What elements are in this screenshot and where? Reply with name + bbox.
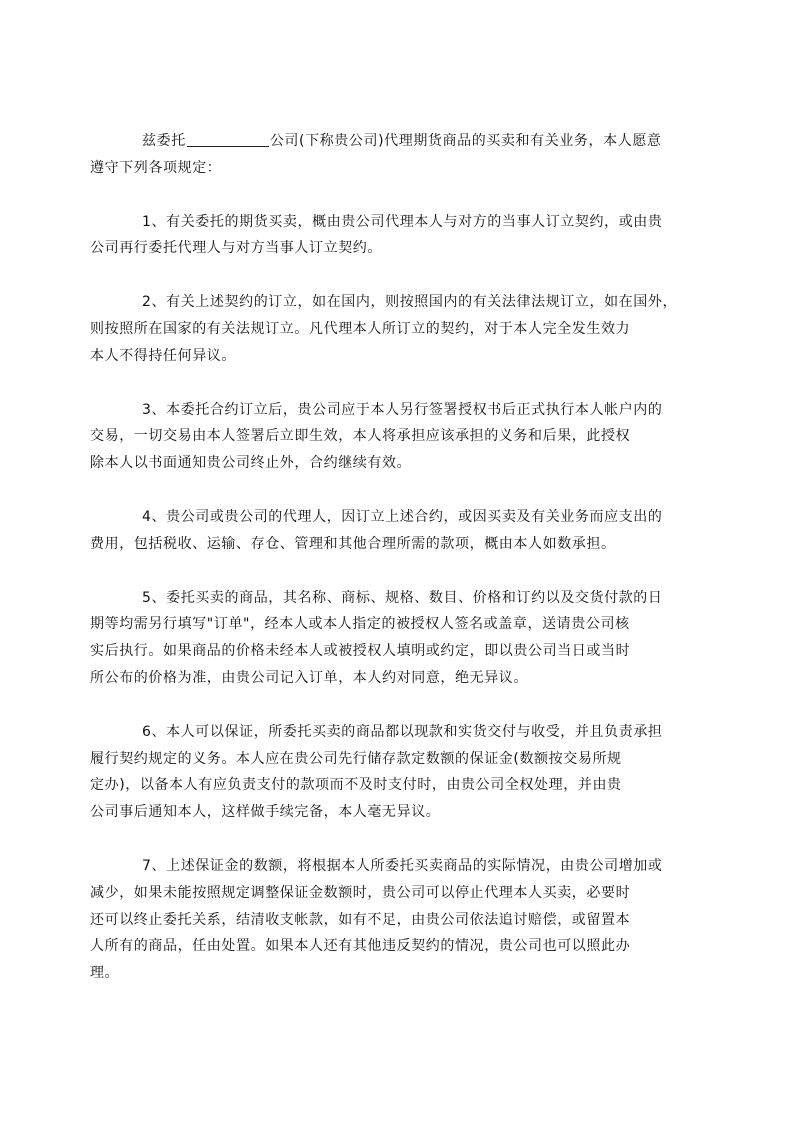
company-name-blank <box>187 130 269 147</box>
intro-paragraph <box>90 128 720 182</box>
clause-line: 实后执行。如果商品的价格未经本人或被授权人填明或约定，即以贵公司当日或当时 <box>90 643 631 660</box>
clause-line: 本人不得持任何异议。 <box>90 347 236 364</box>
clause-1 <box>90 209 720 263</box>
clause-line: 期等均需另行填写"订单"，经本人或本人指定的被授权人签名或盖章，送请贵公司核 <box>90 616 630 633</box>
clause-line: 定办)，以备本人有应负责支付的款项而不及时支付时，由贵公司全权处理，并由贵 <box>90 777 622 794</box>
clause-line: 1、有关委托的期货买卖，概由贵公司代理本人与对方的当事人订立契约，或由贵 <box>142 213 663 230</box>
clause-line: 公司再行委托代理人与对方当事人订立契约。 <box>90 240 382 257</box>
clause-line: 履行契约规定的义务。本人应在贵公司先行储存款定数额的保证金(数额按交易所规 <box>90 750 622 767</box>
clause-7 <box>90 853 720 987</box>
document-body <box>90 128 720 1014</box>
clause-line: 4、贵公司或贵公司的代理人，因订立上述合约，或因买卖及有关业务而应支出的 <box>142 508 663 525</box>
clause-5 <box>90 585 720 692</box>
clause-line: 还可以终止委托关系，结清收支帐款，如有不足，由贵公司依法追讨赔偿，或留置本 <box>90 911 631 928</box>
clause-line: 7、上述保证金的数额，将根据本人所委托买卖商品的实际情况，由贵公司增加或 <box>142 857 663 874</box>
clause-4 <box>90 504 720 558</box>
clause-line: 理。 <box>90 965 120 982</box>
clause-line: 费用，包括税收、运输、存仓、管理和其他合理所需的款项，概由本人如数承担。 <box>90 535 616 552</box>
intro-line: 遵守下列各项规定： <box>90 159 222 176</box>
clause-line: 所公布的价格为准，由贵公司记入订单，本人约对同意，绝无异议。 <box>90 669 528 686</box>
intro-suffix: 公司(下称贵公司)代理期货商品的买卖和有关业务，本人愿意 <box>269 133 662 149</box>
clause-line: 5、委托买卖的商品，其名称、商标、规格、数目、价格和订约以及交货付款的日 <box>142 589 663 606</box>
clause-line: 减少，如果未能按照规定调整保证金数额时，贵公司可以停止代理本人买卖，必要时 <box>90 884 631 901</box>
clause-line: 则按照所在国家的有关法规订立。凡代理本人所订立的契约，对于本人完全发生效力 <box>90 320 631 337</box>
clause-line: 人所有的商品，任由处置。如果本人还有其他违反契约的情况，贵公司也可以照此办 <box>90 938 631 955</box>
clause-line: 交易，一切交易由本人签署后立即生效，本人将承担应该承担的义务和后果，此授权 <box>90 428 631 445</box>
clause-line: 3、本委托合约订立后，贵公司应于本人另行签署授权书后正式执行本人帐户内的 <box>142 401 663 418</box>
clause-line: 2、有关上述契约的订立，如在国内，则按照国内的有关法律法规订立，如在国外， <box>142 294 678 311</box>
intro-first-line <box>90 128 720 155</box>
clause-6 <box>90 719 720 826</box>
clause-2 <box>90 289 720 369</box>
clause-line: 除本人以书面通知贵公司终止外，合约继续有效。 <box>90 455 412 472</box>
clause-line: 公司事后通知本人，这样做手续完备，本人毫无异议。 <box>90 804 441 821</box>
clause-3 <box>90 397 720 477</box>
clause-line: 6、本人可以保证，所委托买卖的商品都以现款和实货交付与收受，并且负责承担 <box>142 723 663 740</box>
intro-prefix: 兹委托 <box>142 133 186 149</box>
